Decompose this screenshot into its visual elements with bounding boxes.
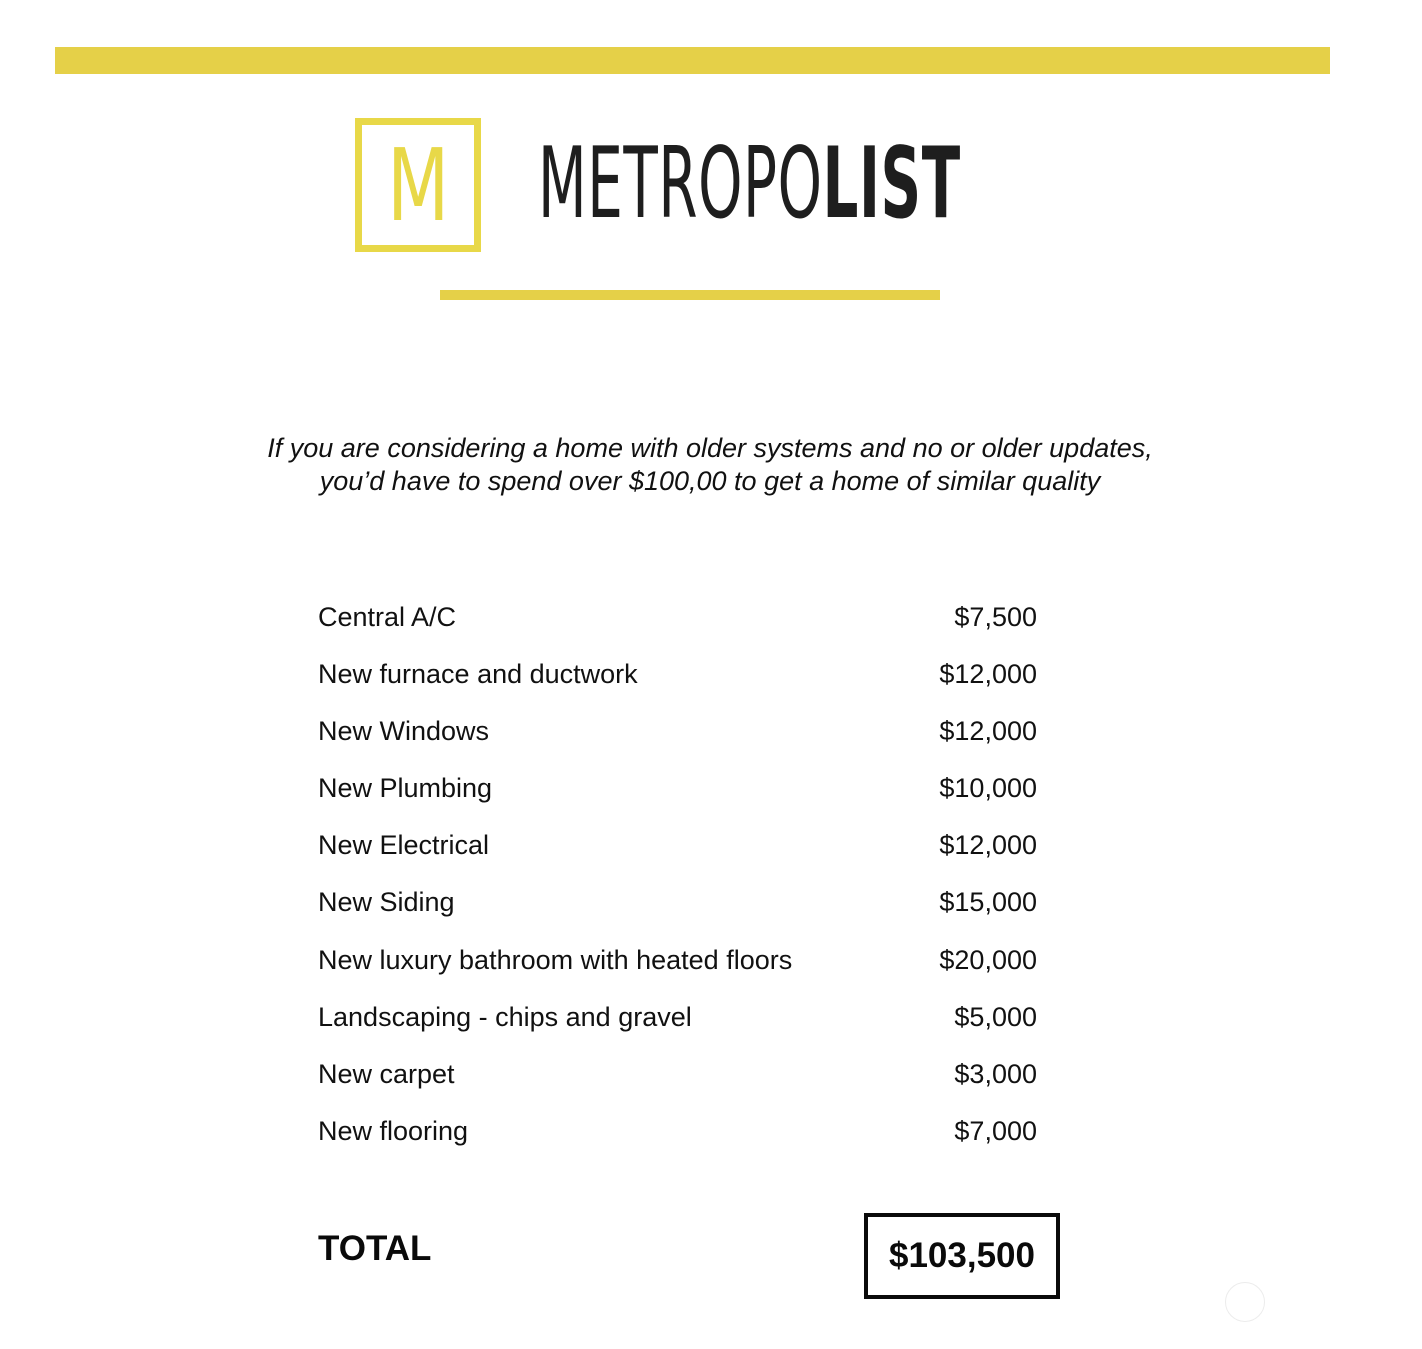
total-box: [864, 1213, 1060, 1299]
cost-item-amount: $15,000: [939, 887, 1037, 918]
brand-name-bold: LIST: [822, 127, 961, 241]
brand-wordmark: [538, 127, 961, 241]
circle-icon: [1225, 1282, 1265, 1322]
cost-item-amount: $10,000: [939, 773, 1037, 804]
logo-underline-bar: [440, 290, 940, 300]
cost-item-amount: $20,000: [939, 944, 1037, 975]
cost-item-amount: $7,000: [954, 1115, 1037, 1146]
cost-row: [318, 997, 1037, 1054]
cost-item-amount: $12,000: [939, 659, 1037, 690]
intro-text: [200, 432, 1220, 498]
cost-item-amount: $7,500: [954, 602, 1037, 632]
cost-item-amount: $3,000: [954, 1058, 1037, 1089]
cost-item-label: New Siding: [318, 887, 455, 918]
cost-row: [318, 597, 1037, 654]
top-accent-bar: [55, 47, 1330, 74]
cost-row: [318, 768, 1037, 825]
cost-row: [318, 654, 1037, 711]
cost-item-label: Landscaping - chips and gravel: [318, 1001, 692, 1032]
intro-line-2: you’d have to spend over $100,00 to get a home of similar quality: [319, 466, 1101, 496]
logo-mark: [355, 118, 481, 252]
cost-row: [318, 1111, 1037, 1168]
cost-item-label: New luxury bathroom with heated floors: [318, 944, 793, 975]
cost-row: [318, 882, 1037, 939]
cost-row: [318, 1054, 1037, 1111]
logo-letter: M: [386, 127, 450, 244]
cost-item-label: New flooring: [318, 1115, 469, 1146]
cost-item-label: New furnace and ductwork: [318, 659, 638, 690]
cost-row: [318, 825, 1037, 882]
total-value: $103,500: [889, 1236, 1035, 1275]
cost-row: [318, 940, 1037, 997]
total-label: TOTAL: [318, 1229, 432, 1268]
intro-line-1: If you are considering a home with older systems and no or older updates,: [267, 433, 1153, 463]
cost-item-label: Central A/C: [318, 602, 457, 632]
cost-item-label: New Electrical: [318, 830, 490, 861]
cost-item-label: New carpet: [318, 1058, 455, 1089]
cost-list: [318, 597, 1037, 1168]
cost-row: [318, 711, 1037, 768]
cost-item-label: New Windows: [318, 716, 490, 747]
cost-item-label: New Plumbing: [318, 773, 493, 804]
cost-item-amount: $5,000: [954, 1001, 1037, 1032]
cost-item-amount: $12,000: [939, 830, 1037, 861]
cost-item-amount: $12,000: [939, 716, 1037, 747]
brand-name-light: METROPO: [538, 127, 823, 241]
